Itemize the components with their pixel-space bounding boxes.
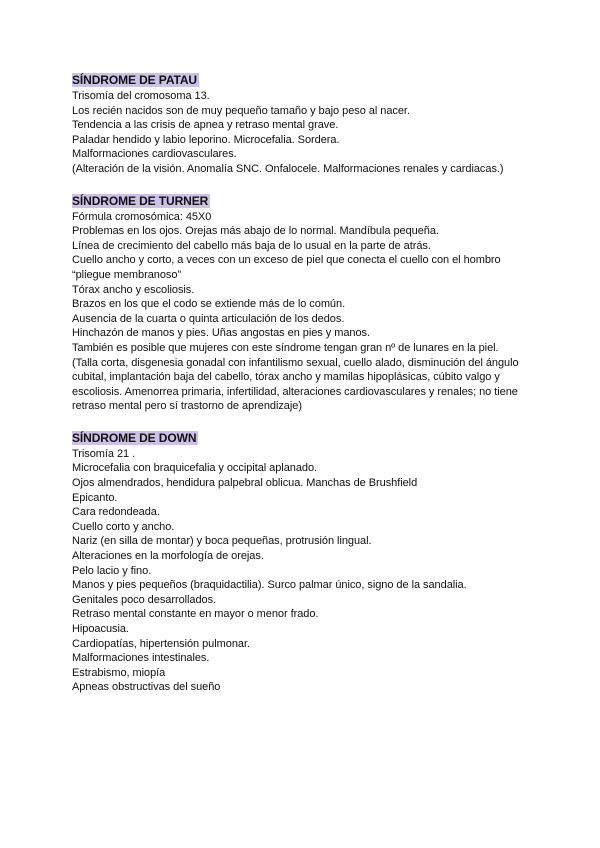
text-line: Ausencia de la cuarta o quinta articulación de los dedos. bbox=[72, 312, 345, 325]
text-line: Cara redondeada. bbox=[72, 506, 160, 519]
section-heading-turner: SÍNDROME DE TURNER bbox=[72, 193, 209, 208]
text-line: Los recién nacidos son de muy pequeño tamaño y bajo peso al nacer. bbox=[72, 104, 410, 117]
text-line: Problemas en los ojos. Orejas más abajo de lo normal. Mandíbula pequeña. bbox=[72, 225, 439, 238]
text-line: Nariz (en silla de montar) y boca pequeñas, protrusión lingual. bbox=[72, 535, 372, 548]
text-line: Malformaciones cardiovasculares. bbox=[72, 148, 237, 161]
text-line: Retraso mental constante en mayor o menor frado. bbox=[72, 608, 319, 621]
text-line: Epicanto. bbox=[72, 491, 118, 504]
text-line: Apneas obstructivas del sueño bbox=[72, 681, 221, 694]
text-line: También es posible que mujeres con este síndrome tengan gran nº de lunares en la piel. bbox=[72, 341, 499, 354]
text-line: Fórmula cromosómica: 45X0 bbox=[72, 210, 212, 223]
section-heading-down: SÍNDROME DE DOWN bbox=[72, 430, 197, 445]
text-line: Ojos almendrados, hendidura palpebral oblicua. Manchas de Brushfield bbox=[72, 477, 418, 490]
text-line: Microcefalia con braquicefalia y occipital aplanado. bbox=[72, 462, 318, 475]
text-line: Estrabismo, miopía bbox=[72, 666, 166, 679]
text-line: Línea de crecimiento del cabello más baja de lo usual en la parte de atrás. bbox=[72, 239, 431, 252]
text-line: Alteraciones en la morfología de orejas. bbox=[72, 550, 264, 563]
text-line: Trisomía 21 . bbox=[72, 447, 136, 460]
section-heading-patau: SÍNDROME DE PATAU bbox=[72, 73, 197, 87]
text-line: Paladar hendido y labio leporino. Microcefalia. Sordera. bbox=[72, 133, 340, 146]
text-line: Tórax ancho y escoliosis. bbox=[72, 283, 195, 296]
text-line: (Alteración de la visión. Anomalía SNC. Onfalocele. Malformaciones renales y cardiacas.) bbox=[72, 162, 504, 175]
section-down bbox=[72, 429, 542, 695]
text-line: Cardiopatías, hipertensión pulmonar. bbox=[72, 637, 250, 650]
text-line: Pelo lacio y fino. bbox=[72, 564, 152, 577]
section-patau bbox=[72, 71, 542, 177]
text-line: Genitales poco desarrollados. bbox=[72, 593, 217, 606]
text-paragraph: (Talla corta, disgenesia gonadal con infantilismo sexual, cuello alado, disminución del ángulo cubital, implantación baja del cabello, tórax ancho y mamilas hipoplásicas, cúbito valgo y escoliosis. Amenorrea primaria, infertilidad, alteraciones cardiovasculares y renales; no tiene retraso mental pero sí trastorno de aprendizaje) bbox=[72, 356, 519, 413]
text-line: Cuello ancho y corto, a veces con un exceso de piel que conecta el cuello con el hombro “pliegue membranoso” bbox=[72, 254, 501, 281]
text-line: Brazos en los que el codo se extiende más de lo común. bbox=[72, 298, 346, 311]
text-line: Manos y pies pequeños (braquidactilia). Surco palmar único, signo de la sandalia. bbox=[72, 579, 467, 592]
document-page bbox=[72, 71, 542, 695]
text-line: Trisomía del cromosoma 13. bbox=[72, 90, 210, 102]
text-line: Tendencia a las crisis de apnea y retraso mental grave. bbox=[72, 119, 339, 132]
text-line: Hipoacusia. bbox=[72, 623, 129, 635]
text-line: Hinchazón de manos y pies. Uñas angostas en pies y manos. bbox=[72, 327, 370, 340]
text-line: Cuello corto y ancho. bbox=[72, 520, 175, 533]
section-turner bbox=[72, 192, 542, 414]
text-line: Malformaciones intestinales. bbox=[72, 652, 210, 665]
